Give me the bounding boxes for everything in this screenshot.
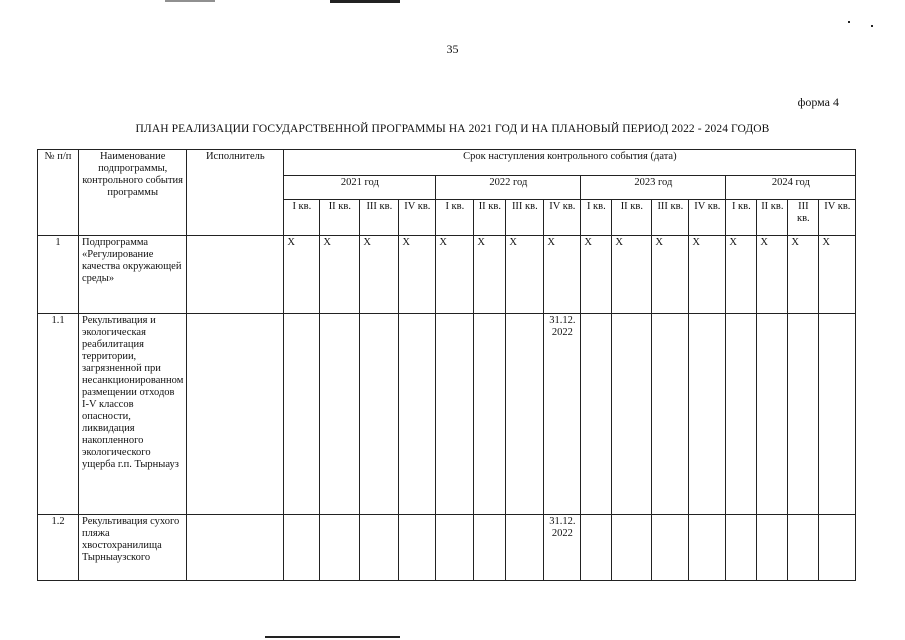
table-row <box>38 236 856 314</box>
row-cell <box>726 515 757 581</box>
row-cell: X <box>474 236 506 314</box>
row-cell <box>819 314 856 515</box>
header-quarter: II кв. <box>320 200 360 236</box>
row-cell: X <box>757 236 788 314</box>
row-cell <box>788 314 819 515</box>
header-deadline: Срок наступления контрольного события (дата) <box>284 150 856 176</box>
row-cell: X <box>652 236 689 314</box>
row-cell: X <box>689 236 726 314</box>
row-cell <box>284 314 320 515</box>
header-name: Наименование подпрограммы, контрольного события программы <box>79 150 187 236</box>
header-quarter: II кв. <box>612 200 652 236</box>
row-cell <box>436 515 474 581</box>
row-cell: X <box>581 236 612 314</box>
row-cell <box>581 515 612 581</box>
row-cell <box>320 314 360 515</box>
header-year-2021: 2021 год <box>284 176 436 200</box>
row-cell: X <box>506 236 544 314</box>
row-cell-date: 31.12. 2022 <box>544 515 581 581</box>
header-num: № п/п <box>38 150 79 236</box>
header-quarter: IV кв. <box>689 200 726 236</box>
row-cell <box>436 314 474 515</box>
header-quarter: II кв. <box>474 200 506 236</box>
header-quarter: I кв. <box>436 200 474 236</box>
row-cell <box>819 515 856 581</box>
row-cell <box>788 515 819 581</box>
row-executor <box>187 515 284 581</box>
header-quarter: III кв. <box>788 200 819 236</box>
header-quarter: III кв. <box>652 200 689 236</box>
row-cell <box>652 515 689 581</box>
row-cell <box>474 314 506 515</box>
header-quarter: III кв. <box>506 200 544 236</box>
page-number: 35 <box>446 42 459 56</box>
row-cell: X <box>284 236 320 314</box>
header-quarter: III кв. <box>360 200 399 236</box>
row-executor <box>187 236 284 314</box>
row-cell: X <box>436 236 474 314</box>
row-cell <box>360 314 399 515</box>
table-row <box>38 314 856 515</box>
row-num: 1.2 <box>38 515 79 581</box>
row-cell: X <box>726 236 757 314</box>
row-cell <box>612 515 652 581</box>
header-quarter: I кв. <box>581 200 612 236</box>
row-cell <box>506 515 544 581</box>
header-executor: Исполнитель <box>187 150 284 236</box>
row-cell <box>726 314 757 515</box>
row-cell <box>474 515 506 581</box>
header-year-2023: 2023 год <box>581 176 726 200</box>
scan-artifact-top <box>165 0 215 2</box>
row-cell: X <box>819 236 856 314</box>
header-quarter: I кв. <box>284 200 320 236</box>
plan-table <box>37 149 856 581</box>
document-title: ПЛАН РЕАЛИЗАЦИИ ГОСУДАРСТВЕННОЙ ПРОГРАММЫ НА 2021 ГОД И НА ПЛАНОВЫЙ ПЕРИОД 2022 - 2024 ГОДОВ <box>135 123 770 135</box>
row-name: Рекультивация и экологическая реабилитация территории, загрязненной при несанкционированном размещении отходов I-V классов опасности, ликвидация накопленного экологического ущерба г.п. Тырныауз <box>79 314 187 515</box>
row-cell <box>757 515 788 581</box>
header-quarter: IV кв. <box>819 200 856 236</box>
scan-artifact-dot-2 <box>871 25 873 27</box>
row-cell: X <box>360 236 399 314</box>
header-quarter: IV кв. <box>399 200 436 236</box>
row-cell-date: 31.12. 2022 <box>544 314 581 515</box>
row-cell <box>612 314 652 515</box>
header-quarter: II кв. <box>757 200 788 236</box>
table-row <box>38 515 856 581</box>
row-cell: X <box>399 236 436 314</box>
row-num: 1 <box>38 236 79 314</box>
row-executor <box>187 314 284 515</box>
row-cell: X <box>544 236 581 314</box>
row-cell <box>689 314 726 515</box>
scan-artifact-top-2 <box>330 0 400 3</box>
row-cell: X <box>788 236 819 314</box>
row-cell <box>360 515 399 581</box>
row-cell <box>399 515 436 581</box>
row-cell <box>399 314 436 515</box>
scan-artifact-dot <box>848 21 850 23</box>
row-name: Рекультивация сухого пляжа хвостохранилища Тырныаузского <box>79 515 187 581</box>
row-name: Подпрограмма «Регулирование качества окружающей среды» <box>79 236 187 314</box>
row-cell <box>581 314 612 515</box>
row-num: 1.1 <box>38 314 79 515</box>
row-cell <box>506 314 544 515</box>
row-cell <box>757 314 788 515</box>
form-label: форма 4 <box>797 95 839 109</box>
row-cell <box>689 515 726 581</box>
row-cell <box>652 314 689 515</box>
row-cell <box>320 515 360 581</box>
header-quarter: IV кв. <box>544 200 581 236</box>
header-year-2022: 2022 год <box>436 176 581 200</box>
header-quarter: I кв. <box>726 200 757 236</box>
row-cell: X <box>612 236 652 314</box>
header-year-2024: 2024 год <box>726 176 856 200</box>
scan-artifact-bottom <box>265 636 400 638</box>
row-cell <box>284 515 320 581</box>
row-cell: X <box>320 236 360 314</box>
